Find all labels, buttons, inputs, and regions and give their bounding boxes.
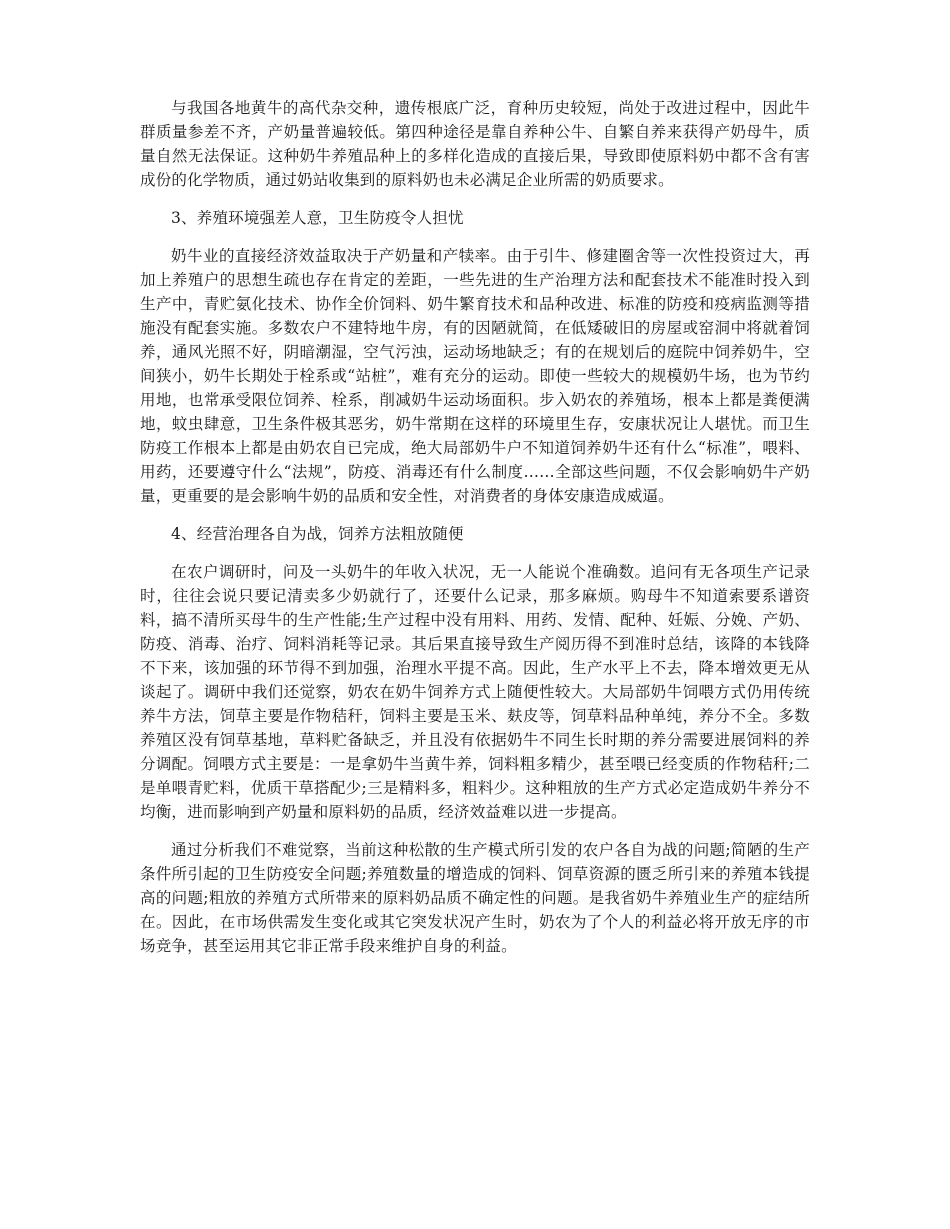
paragraph-management: 在农户调研时，问及一头奶牛的年收入状况，无一人能说个准确数。追问有无各项生产记录时，往往会说只要记清卖多少奶就行了，还要什么记录，那多麻烦。购母牛不知道索要系谱资料，搞不清所买母牛的生产性能;生产过程中没有用料、用药、发情、配种、妊娠、分娩、产奶、防疫、消毒、治疗、饲料消耗等记录。其后果直接导致生产阅历得不到准时总结，该降的本钱降不下来，该加强的环节得不到加强，治理水平提不高。因此，生产水平上不去，降本增效更无从谈起了。调研中我们还觉察，奶农在奶牛饲养方式上随便性较大。大局部奶牛饲喂方式仍用传统养牛方法，饲草主要是作物秸秆，饲料主要是玉米、麸皮等，饲草料品种单纯，养分不全。多数养殖区没有饲草基地，草料贮备缺乏，并且没有依据奶牛不同生长时期的养分需要进展饲料的养分调配。饲喂方式主要是：一是拿奶牛当黄牛养，饲料粗多精少，甚至喂已经变质的作物秸秆;二是单喂青贮料，优质干草搭配少;三是精料多，粗料少。这种粗放的生产方式必定造成奶牛养分不均衡，进而影响到产奶量和原料奶的品质，经济效益难以进一步提高。 xyxy=(140,563,810,821)
section-heading-3: 3、养殖环境强差人意，卫生防疫令人担忧 xyxy=(171,209,464,227)
section-heading-4: 4、经营治理各自为战，饲养方法粗放随便 xyxy=(171,525,464,543)
paragraph-breed-quality: 与我国各地黄牛的高代杂交种，遗传根底广泛，育种历史较短，尚处于改进过程中，因此牛群质量参差不齐，产奶量普遍较低。第四种途径是靠自养种公牛、自繁自养来获得产奶母牛，质量自然无法保证。这种奶牛养殖品种上的多样化造成的直接后果，导致即使原料奶中都不含有害成份的化学物质，通过奶站收集到的原料奶也未必满足企业所需的奶质要求。 xyxy=(140,99,810,189)
document-page xyxy=(140,96,810,972)
paragraph-environment: 奶牛业的直接经济效益取决于产奶量和产犊率。由于引牛、修建圈舍等一次性投资过大，再加上养殖户的思想生疏也存在肯定的差距，一些先进的生产治理方法和配套技术不能准时投入到生产中，青贮氨化技术、协作全价饲料、奶牛繁育技术和品种改进、标准的防疫和疫病监测等措施没有配套实施。多数农户不建特地牛房，有的因陋就简，在低矮破旧的房屋或窑洞中将就着饲养，通风光照不好，阴暗潮湿，空气污浊，运动场地缺乏；有的在规划后的庭院中饲养奶牛，空间狭小，奶牛长期处于栓系或“站桩”，难有充分的运动。即使一些较大的规模奶牛场，也为节约用地，也常承受限位饲养、栓系，削减奶牛运动场面积。步入奶农的养殖场，根本上都是粪便满地，蚊虫肆意，卫生条件极其恶劣，奶牛常期在这样的环境里生存，安康状况让人堪忧。而卫生防疫工作根本上都是由奶农自已完成，绝大局部奶牛户不知道饲养奶牛还有什么“标准”，喂料、用药，还要遵守什么“法规”，防疫、消毒还有什么制度……全部这些问题，不仅会影响奶牛产奶量，更重要的是会影响牛奶的品质和安全性，对消费者的身体安康造成威逼。 xyxy=(140,247,810,505)
paragraph-conclusion: 通过分析我们不难觉察，当前这种松散的生产模式所引发的农户各自为战的问题;简陋的生产条件所引起的卫生防疫安全问题;养殖数量的增造成的饲料、饲草资源的匮乏所引来的养殖本钱提高的问题;粗放的养殖方式所带来的原料奶品质不确定性的问题。是我省奶牛养殖业生产的症结所在。因此，在市场供需发生变化或其它突发状况产生时，奶农为了个人的利益必将开放无序的市场竞争，甚至运用其它非正常手段来维护自身的利益。 xyxy=(140,841,810,955)
